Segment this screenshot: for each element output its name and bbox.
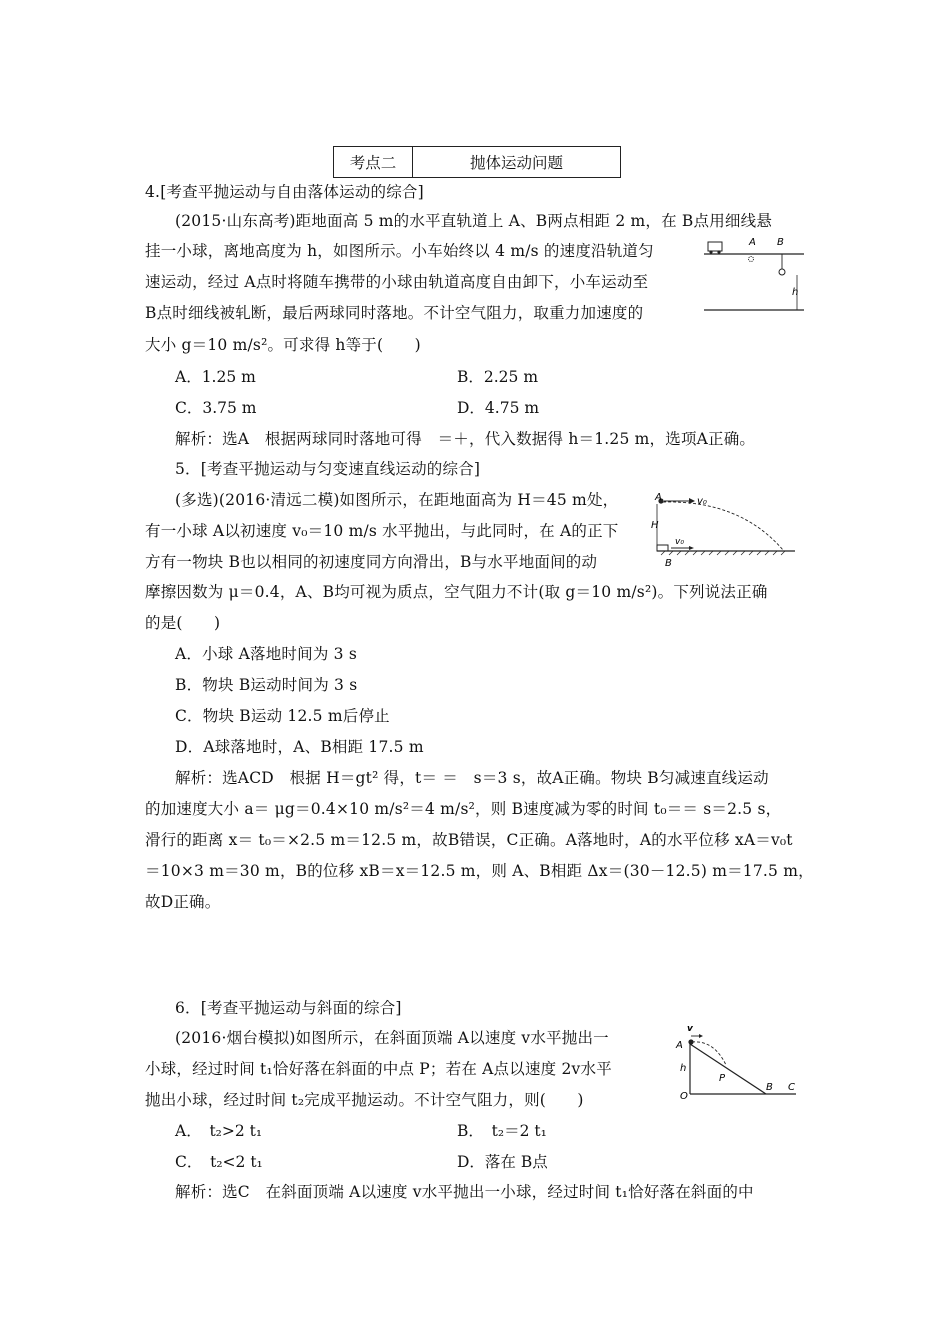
q5-figure: [645, 488, 800, 570]
q4-line-1: (2015·山东高考)距地面高 5 m的水平直轨道上 A、B两点相距 2 m，在 B点用细线悬: [175, 212, 773, 230]
q5-option-a: A．小球 A落地时间为 3 s: [175, 645, 357, 663]
q5-fig-label-v0-bottom: v₀: [675, 537, 684, 547]
q4-line-2: 挂一小球，离地高度为 h，如图所示。小车始终以 4 m/s 的速度沿轨道匀: [145, 242, 654, 260]
q5-fig-label-b: B: [665, 558, 672, 569]
q4-fig-label-h: h: [792, 287, 799, 298]
q5-analysis-5: 故D正确。: [145, 893, 221, 911]
q5-fig-label-v0-top: v₀: [697, 496, 707, 507]
q5-fig-label-a: A: [655, 492, 662, 503]
q5-line-5: 的是( ): [145, 614, 221, 632]
q5-line-3: 方有一物块 B也以相同的初速度同方向滑出，B与水平地面间的动: [145, 553, 598, 571]
q4-analysis: 解析：选A 根据两球同时落地可得 ＝＋，代入数据得 h＝1.25 m，选项A正确。: [175, 430, 756, 448]
q5-line-2: 有一小球 A以初速度 v₀＝10 m/s 水平抛出，与此同时，在 A的正下: [145, 522, 619, 540]
q4-fig-label-b: B: [777, 237, 784, 248]
q6-fig-label-p: P: [719, 1073, 726, 1084]
q6-line-1: (2016·烟台模拟)如图所示，在斜面顶端 A以速度 v水平抛出一: [175, 1029, 609, 1047]
q6-fig-label-v: v: [687, 1024, 693, 1034]
q6-option-c: C． t₂<2 t₁: [175, 1153, 263, 1171]
q6-option-d: D．落在 B点: [457, 1153, 548, 1171]
q6-line-3: 抛出小球，经过时间 t₂完成平抛运动。不计空气阻力，则( ): [145, 1091, 584, 1109]
q4-figure: [700, 232, 810, 314]
q5-option-c: C．物块 B运动 12.5 m后停止: [175, 707, 390, 725]
q5-tag: 5．[考查平抛运动与匀变速直线运动的综合]: [175, 460, 481, 478]
q5-option-b: B．物块 B运动时间为 3 s: [175, 676, 358, 694]
q4-line-5: 大小 g＝10 m/s²。可求得 h等于( ): [145, 336, 421, 354]
q4-tag: 4.[考查平抛运动与自由落体运动的综合]: [145, 183, 424, 201]
q5-line-1: (多选)(2016·清远二模)如图所示，在距地面高为 H＝45 m处，: [175, 491, 619, 509]
kaodian-cell: 考点二: [334, 147, 413, 177]
q6-option-b: B． t₂＝2 t₁: [457, 1122, 547, 1140]
q6-tag: 6．[考查平抛运动与斜面的综合]: [175, 999, 402, 1017]
q6-fig-label-c: C: [788, 1082, 795, 1093]
q6-fig-label-h: h: [680, 1063, 687, 1074]
q4-option-b: B．2.25 m: [457, 368, 539, 386]
q5-line-4: 摩擦因数为 μ＝0.4，A、B均可视为质点，空气阻力不计(取 g＝10 m/s²)。下列说法正确: [145, 583, 768, 601]
q5-analysis-3: 滑行的距离 x＝ t₀＝×2.5 m＝12.5 m，故B错误，C正确。A落地时，A的水平位移 xA＝v₀t: [145, 831, 793, 849]
q4-line-4: B点时细线被轧断，最后两球同时落地。不计空气阻力，取重力加速度的: [145, 304, 644, 322]
topic-cell: 抛体运动问题: [469, 154, 563, 172]
q4-line-3: 速运动，经过 A点时将随车携带的小球由轨道高度自由卸下，小车运动至: [145, 273, 649, 291]
q6-fig-label-a: A: [676, 1040, 683, 1051]
q5-option-d: D．A球落地时，A、B相距 17.5 m: [175, 738, 424, 756]
q5-analysis-2: 的加速度大小 a＝ μg＝0.4×10 m/s²＝4 m/s²，则 B速度减为零的时间 t₀＝＝ s＝2.5 s，: [145, 800, 782, 818]
q6-analysis: 解析：选C 在斜面顶端 A以速度 v水平抛出一小球，经过时间 t₁恰好落在斜面的中: [175, 1183, 754, 1201]
q4-fig-label-a: A: [749, 237, 756, 248]
q4-option-d: D．4.75 m: [457, 399, 540, 417]
q5-analysis-4: ＝10×3 m＝30 m，B的位移 xB＝x＝12.5 m，则 A、B相距 Δx＝(30－12.5) m＝17.5 m，: [145, 862, 814, 880]
q6-option-a: A． t₂>2 t₁: [175, 1122, 263, 1140]
q6-fig-label-o: O: [680, 1091, 688, 1102]
q4-option-c: C．3.75 m: [175, 399, 257, 417]
q5-analysis-1: 解析：选ACD 根据 H＝gt² 得，t＝ ＝ s＝3 s，故A正确。物块 B匀减速直线运动: [175, 769, 769, 787]
q6-figure: [672, 1023, 802, 1103]
q4-option-a: A．1.25 m: [175, 368, 256, 386]
q6-line-2: 小球，经过时间 t₁恰好落在斜面的中点 P；若在 A点以速度 2v水平: [145, 1060, 612, 1078]
q6-fig-label-b: B: [766, 1082, 773, 1093]
q5-fig-label-h: H: [651, 520, 659, 531]
section-header-table: [333, 146, 621, 178]
